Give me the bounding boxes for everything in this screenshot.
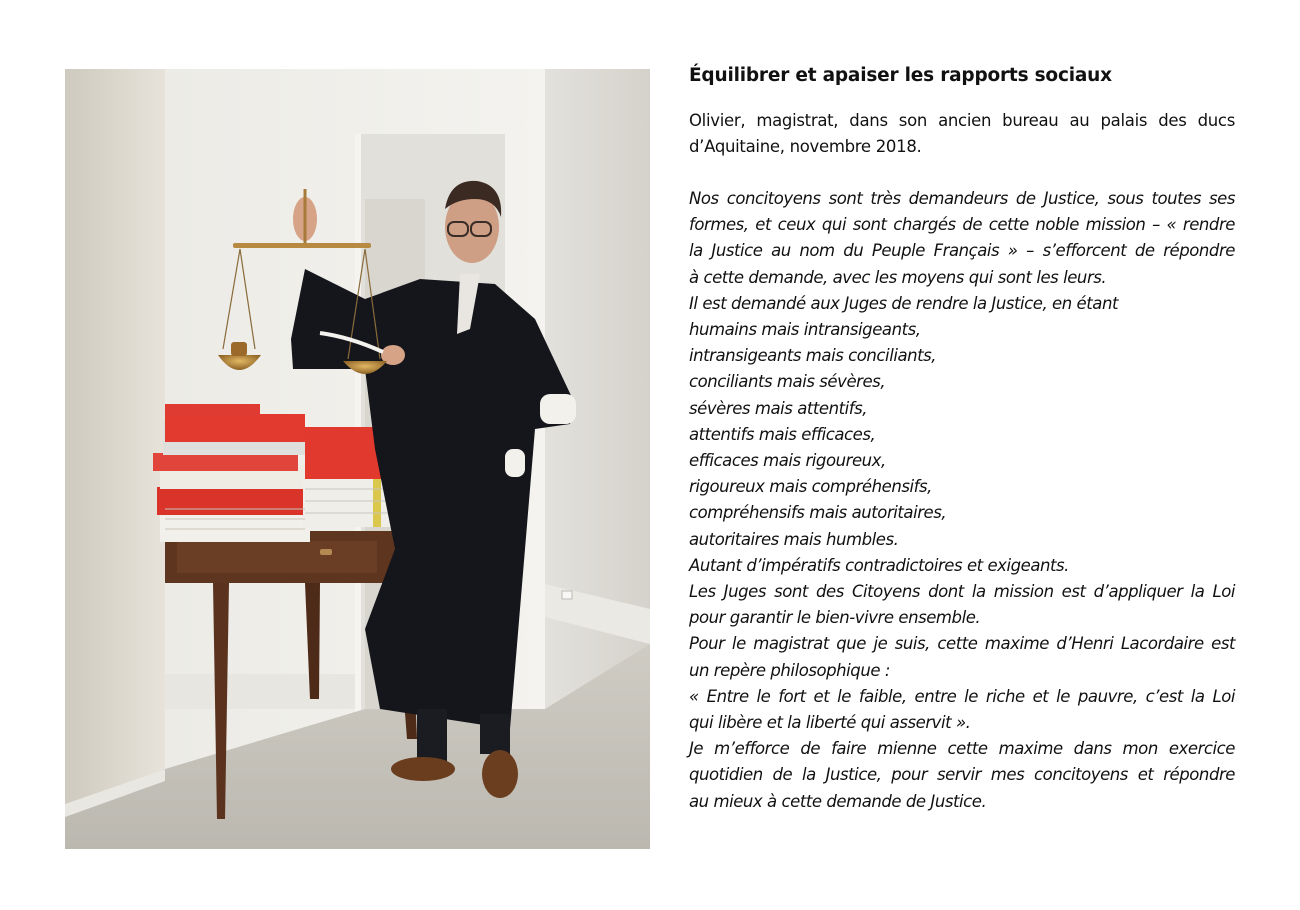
body-line: « Entre le fort et le faible, entre le riche et le pauvre, c’est la Loi bbox=[689, 686, 1235, 706]
body-line: Autant d’impératifs contradictoires et exigeants. bbox=[689, 555, 1069, 575]
body-line: humains mais intransigeants, bbox=[689, 320, 921, 340]
body-line: au mieux à cette demande de Justice. bbox=[689, 791, 987, 811]
portrait-photo bbox=[65, 69, 650, 849]
body-line: Nos concitoyens sont très demandeurs de Justice, sous toutes ses bbox=[689, 189, 1235, 208]
body-line: un repère philosophique : bbox=[689, 660, 890, 680]
body-line: Pour le magistrat que je suis, cette maxime d’Henri Lacordaire est bbox=[689, 634, 1235, 654]
body-line: compréhensifs mais autoritaires, bbox=[689, 503, 947, 523]
body-line: efficaces mais rigoureux, bbox=[689, 451, 886, 471]
text-column bbox=[689, 62, 1235, 815]
body-line: sévères mais attentifs, bbox=[689, 398, 868, 418]
body-line: formes, et ceux qui sont chargés de cette noble mission – « rendre bbox=[689, 215, 1235, 235]
page-title: Équilibrer et apaiser les rapports sociaux bbox=[689, 65, 1112, 86]
testimony-text bbox=[689, 186, 1235, 815]
body-line: Il est demandé aux Juges de rendre la Justice, en étant bbox=[689, 293, 1118, 313]
body-line: pour garantir le bien-vivre ensemble. bbox=[689, 608, 981, 628]
body-line: intransigeants mais conciliants, bbox=[689, 346, 937, 366]
body-line: quotidien de la Justice, pour servir mes concitoyens et répondre bbox=[689, 765, 1235, 785]
portrait-photo-illustration bbox=[65, 69, 650, 849]
body-line: Les Juges sont des Citoyens dont la mission est d’appliquer la Loi bbox=[689, 582, 1235, 602]
body-line: rigoureux mais compréhensifs, bbox=[689, 477, 932, 497]
body-line: la Justice au nom du Peuple Français » – s’efforcent de répondre bbox=[689, 241, 1235, 261]
body-line: autoritaires mais humbles. bbox=[689, 529, 899, 549]
body-line: attentifs mais efficaces, bbox=[689, 424, 876, 444]
body-line: à cette demande, avec les moyens qui sont les leurs. bbox=[689, 267, 1107, 287]
body-line: qui libère et la liberté qui asservit ». bbox=[689, 713, 971, 733]
body-line: conciliants mais sévères, bbox=[689, 372, 886, 392]
photo-caption: Olivier, magistrat, dans son ancien bureau au palais des ducs d’Aquitaine, novembre 2018. bbox=[689, 111, 1235, 156]
body-line: Je m’efforce de faire mienne cette maxime dans mon exercice bbox=[689, 739, 1235, 759]
